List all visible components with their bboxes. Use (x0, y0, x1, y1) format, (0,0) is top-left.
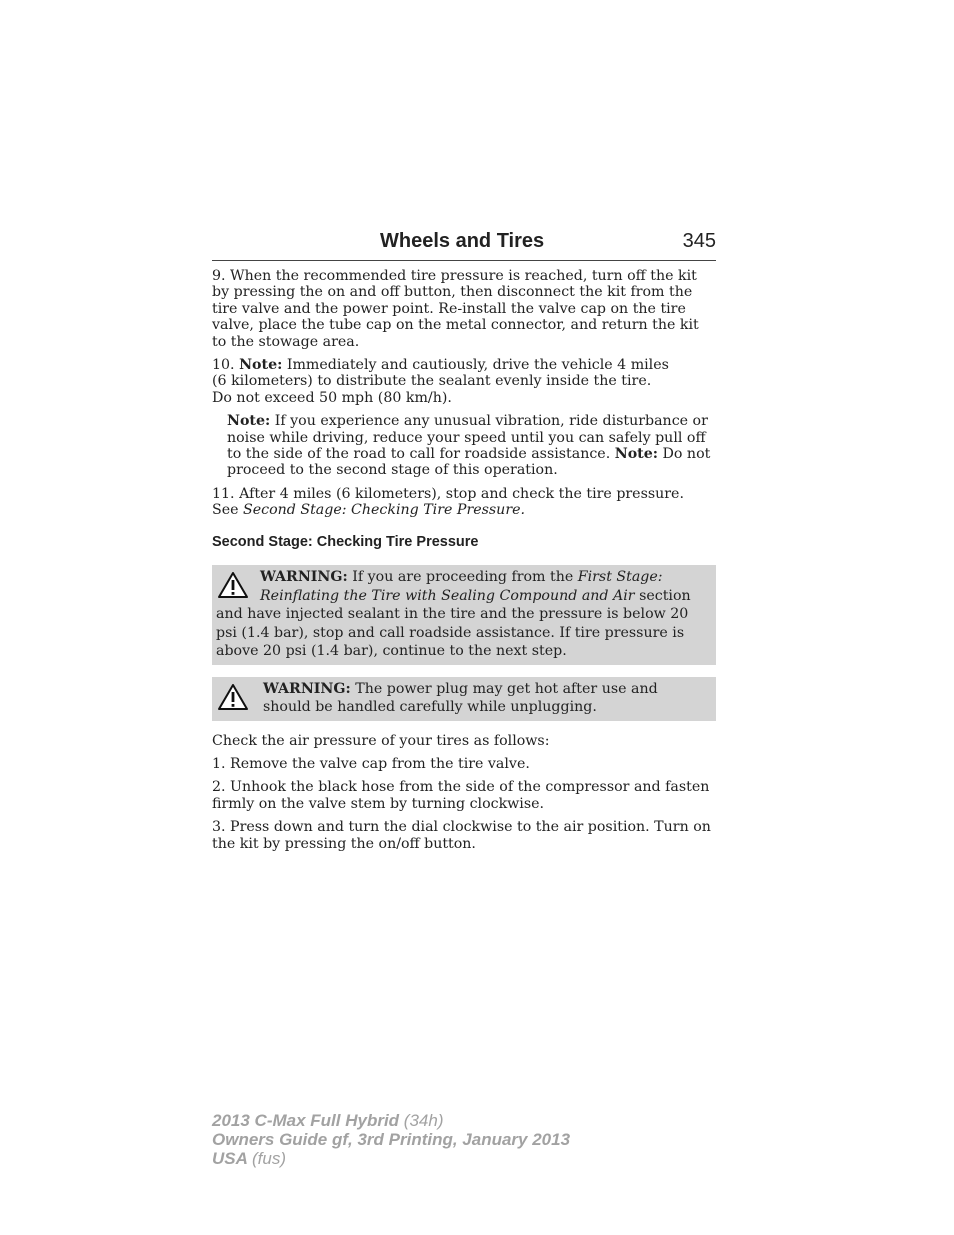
warning-triangle-icon (217, 683, 249, 711)
note-block (227, 413, 716, 479)
warning-text-1b: section and have injected sealant in the tire and the pressure is below 20 psi (1.4 bar), stop and call roadside assistance. If tire pressure is above 20 psi (1.4 bar), continue to the next step. (216, 587, 691, 660)
note-label-1: Note: (227, 413, 271, 430)
step-11-end: . (520, 502, 526, 519)
check-intro: Check the air pressure of your tires as follows: (212, 732, 550, 749)
step-11-line-1: 11. After 4 miles (6 kilometers), stop and check the tire pressure. (212, 485, 684, 502)
page-footer (212, 1111, 570, 1168)
step-11-see: See (212, 502, 239, 519)
footer-guide: Owners Guide gf, 3rd Printing, January 2013 (212, 1130, 571, 1149)
step-10-line-2: (6 kilometers) to distribute the sealant evenly inside the tire. (212, 373, 652, 390)
step-11-reference: Second Stage: Checking Tire Pressure (243, 502, 521, 519)
step-10-note-label: Note: (239, 357, 283, 374)
warning-box-power-plug (212, 677, 716, 721)
note-label-2: Note: (614, 446, 658, 463)
footer-line-3 (212, 1149, 570, 1168)
warning-text-1a: If you are proceeding from the (352, 569, 574, 586)
step-11 (212, 486, 716, 519)
warning-box-sealant (212, 565, 716, 665)
check-step-2: 2. Unhook the black hose from the side of the compressor and fasten firmly on the valve stem by turning clockwise. (212, 779, 710, 812)
footer-region: USA (212, 1149, 248, 1168)
warning-reference-1: First Stage: Reinflating the Tire with Sealing Compound and Air (260, 569, 663, 604)
step-10-number: 10. (212, 357, 235, 374)
footer-model-code: (34h) (403, 1111, 444, 1130)
warning-label-2: WARNING: (263, 680, 351, 697)
check-step-3: 3. Press down and turn the dial clockwise to the air position. Turn on the kit by pressing the on/off button. (212, 819, 711, 852)
warning-label-1: WARNING: (260, 569, 348, 586)
step-10-line-3: Do not exceed 50 mph (80 km/h). (212, 389, 452, 406)
step-9: 9. When the recommended tire pressure is reached, turn off the kit by pressing the on and off button, then disconnect the kit from the tire valve and the power point. Re-install the valve cap on the tire valve, place the tube cap on the metal connector, and return the kit to the stowage area. (212, 268, 699, 350)
warning-triangle-icon (217, 571, 249, 599)
footer-model: 2013 C-Max Full Hybrid (212, 1111, 400, 1130)
note-text-1: If you experience any unusual vibration, ride disturbance or noise while driving, reduce your speed until you can safely pull off to the side of the road to call for roadside assistance. (227, 413, 708, 463)
step-10 (212, 357, 716, 406)
warning-2-body (263, 680, 709, 717)
step-10-line-1: Immediately and cautiously, drive the vehicle 4 miles (286, 357, 669, 374)
page-number: 345 (682, 230, 716, 252)
section-title: Wheels and Tires (380, 230, 545, 252)
page-content (212, 268, 716, 859)
note-text-2: Do not proceed to the second stage of this operation. (227, 446, 711, 479)
second-stage-heading: Second Stage: Checking Tire Pressure (212, 533, 479, 550)
warning-text-2: The power plug may get hot after use and should be handled carefully while unplugging. (263, 680, 658, 716)
footer-line-1 (212, 1111, 570, 1130)
footer-region-code: (fus) (252, 1149, 286, 1168)
check-step-1: 1. Remove the valve cap from the tire valve. (212, 756, 530, 772)
page-header (212, 228, 716, 261)
